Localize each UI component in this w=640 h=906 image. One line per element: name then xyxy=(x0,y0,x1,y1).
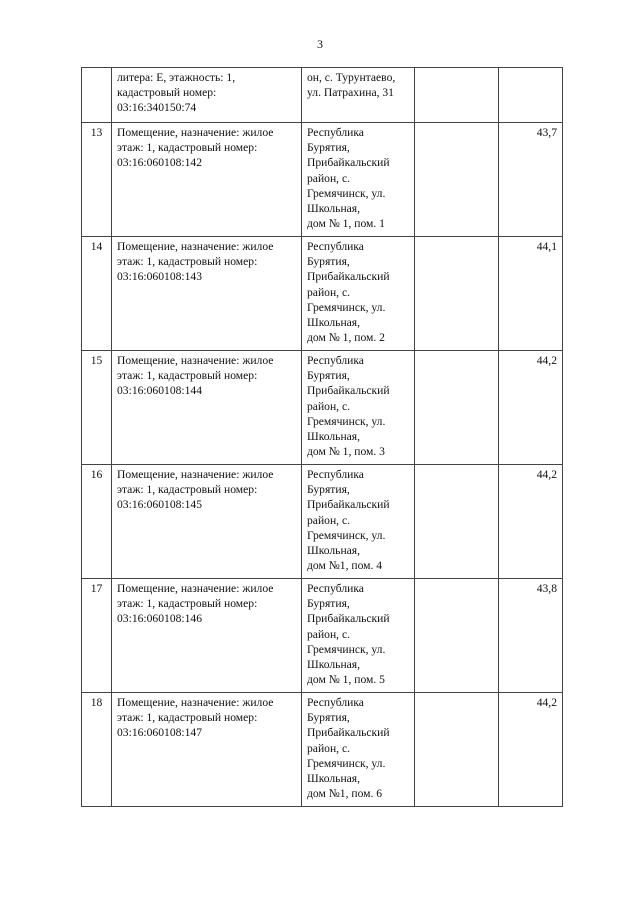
address-line: он, с. Турунтаево, xyxy=(307,71,396,84)
table-row xyxy=(82,237,563,351)
address-line: Гремячинск, ул. xyxy=(307,642,386,656)
row-number-cell: 17 xyxy=(82,579,112,693)
address-line: Гремячинск, ул. xyxy=(307,186,386,200)
description-cell xyxy=(112,123,302,237)
address-line: Бурятия, xyxy=(307,597,350,611)
description-line: Помещение, назначение: жилое xyxy=(117,126,274,139)
address-line: район, с. xyxy=(307,513,350,527)
area-cell xyxy=(499,68,563,123)
address-line: Бурятия, xyxy=(307,141,350,155)
table-row xyxy=(82,465,563,579)
address-line: Прибайкальский xyxy=(307,384,390,398)
address-line: Гремячинск, ул. xyxy=(307,528,386,542)
address-line: Республика xyxy=(307,126,364,139)
description-line: Помещение, назначение: жилое xyxy=(117,468,274,481)
page-number: 3 xyxy=(317,37,323,51)
description-line: этаж: 1, кадастровый номер: xyxy=(117,597,258,611)
empty-cell xyxy=(415,465,499,579)
description-line: Помещение, назначение: жилое xyxy=(117,696,274,709)
address-line: дом №1, пом. 6 xyxy=(307,787,383,801)
address-line: Прибайкальский xyxy=(307,498,390,512)
address-line: Республика xyxy=(307,240,364,253)
address-line: район, с. xyxy=(307,627,350,641)
address-line: Школьная, xyxy=(307,202,361,216)
description-line: этаж: 1, кадастровый номер: xyxy=(117,141,258,155)
table-row xyxy=(82,693,563,807)
address-line: Бурятия, xyxy=(307,483,350,497)
row-number-cell: 15 xyxy=(82,351,112,465)
row-number-cell: 13 xyxy=(82,123,112,237)
address-line: район, с. xyxy=(307,285,350,299)
description-line: этаж: 1, кадастровый номер: xyxy=(117,483,258,497)
address-cell xyxy=(302,68,415,123)
address-line: Гремячинск, ул. xyxy=(307,414,386,428)
address-line: Прибайкальский xyxy=(307,612,390,626)
description-line: 03:16:060108:142 xyxy=(117,156,203,170)
address-line: район, с. xyxy=(307,399,350,413)
area-cell: 44,2 xyxy=(499,693,563,807)
empty-cell xyxy=(415,68,499,123)
address-line: Школьная, xyxy=(307,430,361,444)
address-cell xyxy=(302,693,415,807)
description-line: 03:16:060108:146 xyxy=(117,612,203,626)
address-cell xyxy=(302,579,415,693)
area-cell: 44,2 xyxy=(499,351,563,465)
description-line: Помещение, назначение: жилое xyxy=(117,354,274,367)
address-line: Бурятия, xyxy=(307,369,350,383)
table-row xyxy=(82,68,563,123)
address-line: Школьная, xyxy=(307,658,361,672)
property-table xyxy=(81,67,563,807)
description-cell xyxy=(112,237,302,351)
address-line: Прибайкальский xyxy=(307,726,390,740)
row-number-cell: 18 xyxy=(82,693,112,807)
description-line: 03:16:340150:74 xyxy=(117,101,197,115)
description-line: 03:16:060108:145 xyxy=(117,498,203,512)
area-cell: 44,1 xyxy=(499,237,563,351)
address-line: дом № 1, пом. 3 xyxy=(307,445,385,459)
address-line: дом № 1, пом. 5 xyxy=(307,673,385,687)
table-row xyxy=(82,351,563,465)
description-line: литера: Е, этажность: 1, xyxy=(117,71,236,84)
description-line: 03:16:060108:144 xyxy=(117,384,203,398)
address-line: Республика xyxy=(307,582,364,595)
empty-cell xyxy=(415,351,499,465)
description-line: Помещение, назначение: жилое xyxy=(117,240,274,253)
description-line: этаж: 1, кадастровый номер: xyxy=(117,711,258,725)
area-cell: 43,7 xyxy=(499,123,563,237)
address-line: Школьная, xyxy=(307,772,361,786)
address-line: район, с. xyxy=(307,171,350,185)
table-body xyxy=(82,68,563,807)
description-cell xyxy=(112,693,302,807)
address-cell xyxy=(302,237,415,351)
empty-cell xyxy=(415,237,499,351)
address-line: дом № 1, пом. 2 xyxy=(307,331,385,345)
description-line: кадастровый номер: xyxy=(117,86,217,100)
empty-cell xyxy=(415,123,499,237)
empty-cell xyxy=(415,693,499,807)
table-row xyxy=(82,123,563,237)
address-line: Республика xyxy=(307,468,364,481)
address-line: ул. Патрахина, 31 xyxy=(307,86,394,100)
row-number-cell xyxy=(82,68,112,123)
address-line: Гремячинск, ул. xyxy=(307,300,386,314)
address-line: район, с. xyxy=(307,741,350,755)
area-cell: 43,8 xyxy=(499,579,563,693)
address-line: Республика xyxy=(307,354,364,367)
address-line: дом №1, пом. 4 xyxy=(307,559,383,573)
address-line: Школьная, xyxy=(307,316,361,330)
address-line: Бурятия, xyxy=(307,255,350,269)
area-cell: 44,2 xyxy=(499,465,563,579)
address-cell xyxy=(302,123,415,237)
description-line: 03:16:060108:147 xyxy=(117,726,203,740)
row-number-cell: 16 xyxy=(82,465,112,579)
address-line: Республика xyxy=(307,696,364,709)
address-line: Бурятия, xyxy=(307,711,350,725)
empty-cell xyxy=(415,579,499,693)
row-number-cell: 14 xyxy=(82,237,112,351)
address-cell xyxy=(302,351,415,465)
address-line: Школьная, xyxy=(307,544,361,558)
description-line: 03:16:060108:143 xyxy=(117,270,203,284)
description-cell xyxy=(112,465,302,579)
description-cell xyxy=(112,68,302,123)
address-line: Прибайкальский xyxy=(307,270,390,284)
address-line: Прибайкальский xyxy=(307,156,390,170)
description-line: Помещение, назначение: жилое xyxy=(117,582,274,595)
table-row xyxy=(82,579,563,693)
address-line: Гремячинск, ул. xyxy=(307,756,386,770)
description-line: этаж: 1, кадастровый номер: xyxy=(117,255,258,269)
description-line: этаж: 1, кадастровый номер: xyxy=(117,369,258,383)
description-cell xyxy=(112,579,302,693)
description-cell xyxy=(112,351,302,465)
address-cell xyxy=(302,465,415,579)
address-line: дом № 1, пом. 1 xyxy=(307,217,385,231)
